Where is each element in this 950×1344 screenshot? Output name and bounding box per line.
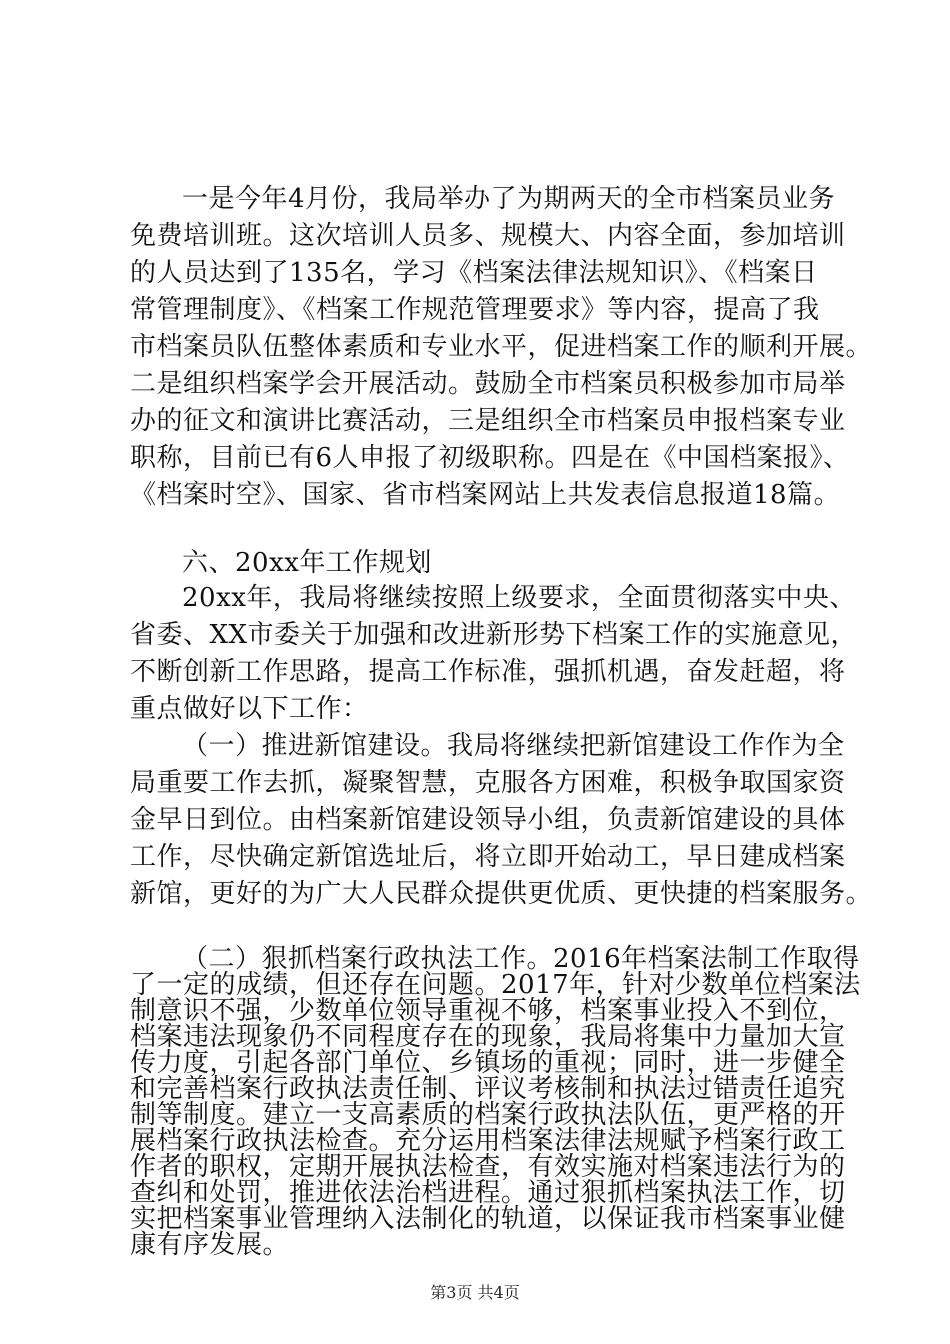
paragraph-line: 二是组织档案学会开展活动。鼓励全市档案员积极参加市局举 bbox=[130, 369, 846, 399]
section-heading: 六、20xx年工作规划 bbox=[182, 548, 432, 578]
paragraph-line: 作者的职权，定期开展执法检查，有效实施对档案违法行为的 bbox=[130, 1152, 846, 1182]
paragraph-line: 工作，尽快确定新馆选址后，将立即开始动工，早日建成档案 bbox=[130, 842, 846, 872]
paragraph-line: 制等制度。建立一支高素质的档案行政执法队伍，更严格的开 bbox=[130, 1100, 846, 1130]
paragraph-line: （一）推进新馆建设。我局将继续把新馆建设工作作为全 bbox=[182, 731, 845, 761]
paragraph-line: 查纠和处罚，推进依法治档进程。通过狠抓档案执法工作，切 bbox=[130, 1178, 846, 1208]
paragraph-line: （二）狠抓档案行政执法工作。2016年档案法制工作取得 bbox=[182, 944, 860, 974]
paragraph-line: 局重要工作去抓，凝聚智慧，克服各方困难，积极争取国家资 bbox=[130, 768, 846, 798]
paragraph-line: 省委、XX市委关于加强和改进新形势下档案工作的实施意见， bbox=[130, 620, 858, 650]
paragraph-line: 免费培训班。这次培训人员多、规模大、内容全面，参加培训 bbox=[130, 221, 846, 251]
paragraph-line: 了一定的成绩，但还存在问题。2017年，针对少数单位档案法 bbox=[130, 970, 861, 1000]
paragraph-line: 传力度，引起各部门单位、乡镇场的重视；同时，进一步健全 bbox=[130, 1048, 846, 1078]
paragraph-line: 金早日到位。由档案新馆建设领导小组，负责新馆建设的具体 bbox=[130, 805, 846, 835]
paragraph-line: 和完善档案行政执法责任制、评议考核制和执法过错责任追究 bbox=[130, 1074, 846, 1104]
paragraph-line: 《档案时空》、国家、省市档案网站上共发表信息报道18篇。 bbox=[130, 480, 841, 510]
page-footer: 第3页 共4页 bbox=[430, 1283, 520, 1302]
paragraph-line: 实把档案事业管理纳入法制化的轨道，以保证我市档案事业健 bbox=[130, 1204, 846, 1234]
paragraph-line: 档案违法现象仍不同程度存在的现象，我局将集中力量加大宣 bbox=[130, 1022, 846, 1052]
paragraph-line: 20xx年，我局将继续按照上级要求，全面贯彻落实中央、 bbox=[182, 583, 856, 613]
paragraph-line: 办的征文和演讲比赛活动，三是组织全市档案员申报档案专业 bbox=[130, 406, 846, 436]
paragraph-line: 职称，目前已有6人申报了初级职称。四是在《中国档案报》、 bbox=[130, 443, 850, 473]
paragraph-line: 不断创新工作思路，提高工作标准，强抓机遇，奋发赶超，将 bbox=[130, 657, 846, 687]
paragraph-line: 重点做好以下工作： bbox=[130, 694, 369, 724]
paragraph-line: 康有序发展。 bbox=[130, 1230, 290, 1260]
paragraph-line: 常管理制度》、《档案工作规范管理要求》等内容，提高了我 bbox=[130, 295, 820, 325]
paragraph-line: 制意识不强，少数单位领导重视不够，档案事业投入不到位， bbox=[130, 996, 846, 1026]
paragraph-line: 的人员达到了135名，学习《档案法律法规知识》、《档案日 bbox=[130, 258, 818, 288]
paragraph-line: 市档案员队伍整体素质和专业水平，促进档案工作的顺利开展。 bbox=[130, 332, 873, 362]
paragraph-line: 新馆，更好的为广大人民群众提供更优质、更快捷的档案服务。 bbox=[130, 879, 873, 909]
paragraph-line: 一是今年4月份，我局举办了为期两天的全市档案员业务 bbox=[182, 184, 836, 214]
paragraph-line: 展档案行政执法检查。充分运用档案法律法规赋予档案行政工 bbox=[130, 1126, 846, 1156]
